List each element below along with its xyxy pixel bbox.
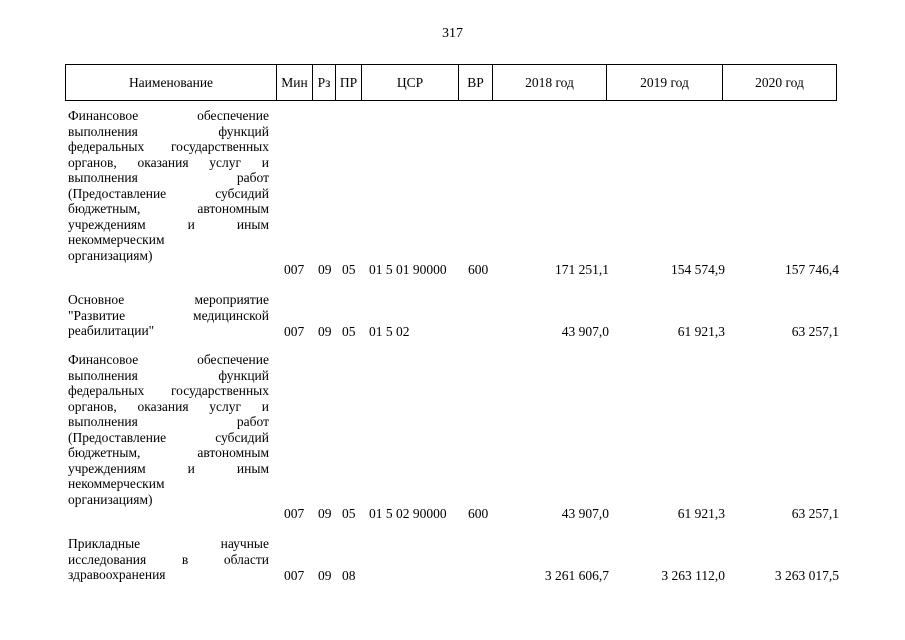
row-2019: 61 921,3 xyxy=(677,324,725,339)
row-name-line: "Развитие медицинской xyxy=(68,307,269,323)
row-name-line: Основное мероприятие xyxy=(68,292,269,307)
row-name-line: бюджетным, автономным xyxy=(68,445,269,460)
row-name-line: Прикладные научные xyxy=(68,536,269,551)
row-rz: 09 xyxy=(318,262,332,277)
row-2020: 3 263 017,5 xyxy=(774,568,839,583)
row-2019: 3 263 112,0 xyxy=(661,568,725,583)
row-name-line: Финансовое обеспечение xyxy=(68,108,269,123)
header-2019: 2019 год xyxy=(607,65,723,101)
row-2020: 63 257,1 xyxy=(791,506,839,521)
row-name-line: бюджетным, автономным xyxy=(68,201,269,216)
header-vr: ВР xyxy=(459,65,493,101)
row-min: 007 xyxy=(284,506,305,521)
header-rz: Рз xyxy=(313,65,336,101)
row-pr: 05 xyxy=(342,506,356,521)
row-rz: 09 xyxy=(318,506,332,521)
row-name-line: выполнения функций xyxy=(68,367,269,383)
row-csr: 01 5 02 xyxy=(369,324,410,339)
row-name-line: некоммерческим xyxy=(68,476,165,491)
header-min: Мин xyxy=(277,65,313,101)
row-name-line: органов, оказания услуг и xyxy=(68,154,269,170)
row-name-line: федеральных государственных xyxy=(68,383,269,398)
header-pr: ПР xyxy=(336,65,362,101)
row-2018: 171 251,1 xyxy=(555,262,609,277)
row-2020: 63 257,1 xyxy=(791,324,839,339)
row-name-line: здравоохранения xyxy=(68,567,166,582)
row-2018: 43 907,0 xyxy=(561,324,609,339)
row-name xyxy=(68,292,269,339)
row-name xyxy=(68,108,269,263)
row-name-line: выполнения работ xyxy=(68,414,269,429)
row-pr: 05 xyxy=(342,324,356,339)
row-name-line: организациям) xyxy=(68,247,153,263)
row-2019: 154 574,9 xyxy=(671,262,725,277)
row-name-line: Финансовое обеспечение xyxy=(68,352,269,367)
row-vr: 600 xyxy=(468,506,489,521)
row-pr: 05 xyxy=(342,262,356,277)
row-csr: 01 5 01 90000 xyxy=(369,262,447,277)
row-name-line: (Предоставление субсидий xyxy=(68,185,269,201)
row-name-line: организациям) xyxy=(68,491,153,507)
row-rz: 09 xyxy=(318,324,332,339)
header-2020: 2020 год xyxy=(723,65,837,101)
row-2020: 157 746,4 xyxy=(785,262,839,277)
row-name-line: некоммерческим xyxy=(68,232,165,247)
row-name-line: органов, оказания услуг и xyxy=(68,398,269,414)
row-name-line: учреждениям и иным xyxy=(68,460,269,476)
row-pr: 08 xyxy=(342,568,356,583)
row-name-line: (Предоставление субсидий xyxy=(68,429,269,445)
row-min: 007 xyxy=(284,262,305,277)
row-name-line: выполнения функций xyxy=(68,123,269,139)
row-name-line: реабилитации" xyxy=(68,323,155,338)
row-name-line: исследования в области xyxy=(68,551,269,567)
row-vr: 600 xyxy=(468,262,489,277)
table-header xyxy=(65,64,837,101)
row-min: 007 xyxy=(284,324,305,339)
row-2018: 43 907,0 xyxy=(561,506,609,521)
row-min: 007 xyxy=(284,568,305,583)
row-name-line: учреждениям и иным xyxy=(68,216,269,232)
row-2019: 61 921,3 xyxy=(677,506,725,521)
row-name-line: федеральных государственных xyxy=(68,139,269,154)
row-name-line: выполнения работ xyxy=(68,170,269,185)
row-name xyxy=(68,536,269,583)
row-name xyxy=(68,352,269,507)
page-number: 317 xyxy=(442,26,463,41)
row-csr: 01 5 02 90000 xyxy=(369,506,447,521)
row-rz: 09 xyxy=(318,568,332,583)
header-2018: 2018 год xyxy=(493,65,607,101)
header-name: Наименование xyxy=(66,65,277,101)
header-csr: ЦСР xyxy=(362,65,459,101)
row-2018: 3 261 606,7 xyxy=(544,568,609,583)
